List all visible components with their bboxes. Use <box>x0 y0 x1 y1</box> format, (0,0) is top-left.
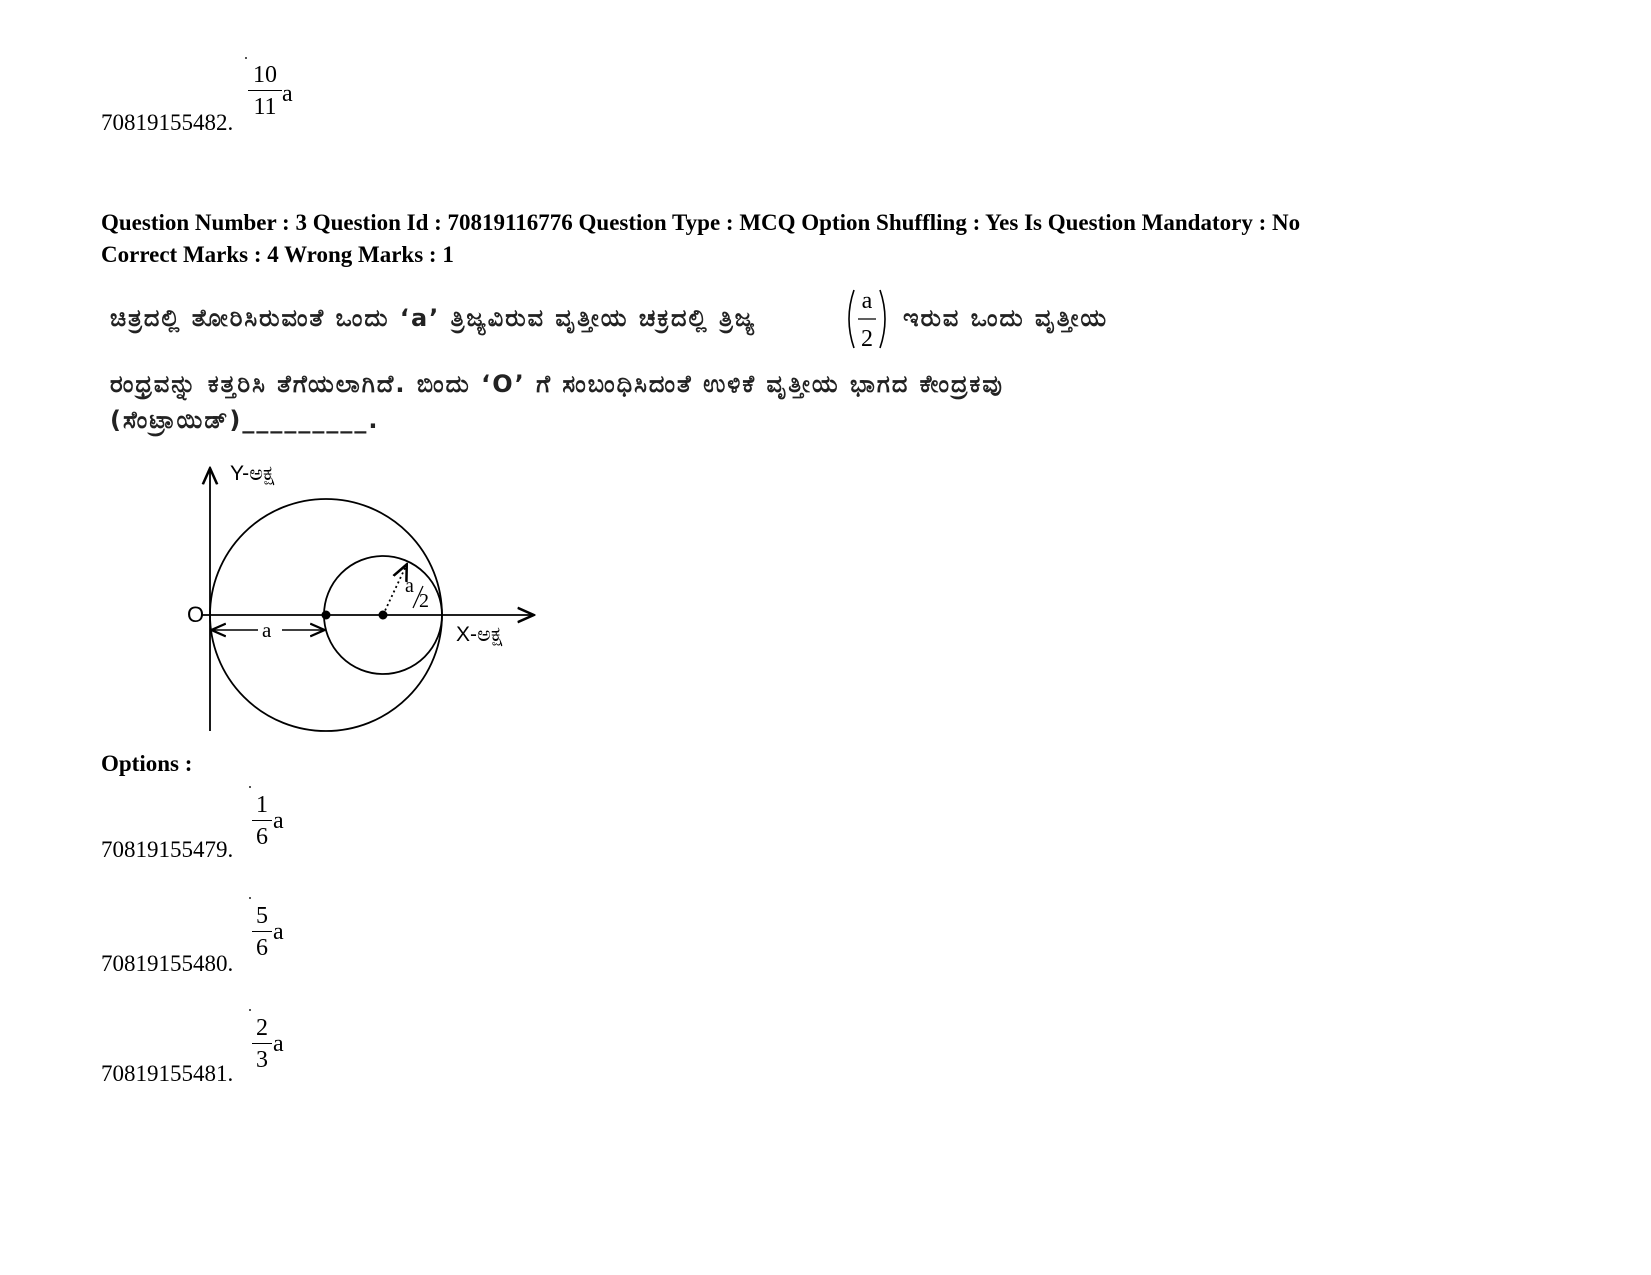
fraction-bar <box>248 90 282 91</box>
option-id-2: 70819155480. <box>101 951 234 976</box>
fraction-bar <box>252 1043 272 1044</box>
option-id-3: 70819155481. <box>101 1061 234 1086</box>
image-corner-mark <box>245 57 247 59</box>
fraction-denominator: 11 <box>253 94 277 120</box>
question-text-line1-part2: ಇರುವ ಒಂದು ವೃತ್ತೀಯ <box>903 304 1109 332</box>
fraction-bar <box>252 931 272 932</box>
circle-figure-svg <box>180 458 550 743</box>
fraction-denominator: 6 <box>256 824 268 850</box>
fraction-variable: a <box>273 1031 284 1057</box>
question-text-line2: ರಂಧ್ರವನ್ನು ಕತ್ತರಿಸಿ ತೆಗೆಯಲಾಗಿದೆ. ಬಿಂದು ‘O’ ಗೆ ಸಂಬಂಧಿಸಿದಂತೆ ಉಳಿಕೆ ವೃತ್ತೀಯ ಭಾಗದ ಕೇಂದ್ರಕವು <box>110 370 1004 398</box>
large-circle-centre <box>322 611 331 620</box>
image-corner-mark <box>249 786 251 788</box>
image-corner-mark <box>249 1009 251 1011</box>
radius-label-num: a <box>405 575 414 597</box>
option-id-1: 70819155479. <box>101 837 234 862</box>
image-corner-mark <box>249 897 251 899</box>
question-header-line2: Correct Marks : 4 Wrong Marks : 1 <box>101 242 454 267</box>
radius-fraction-denominator: 2 <box>861 326 873 352</box>
radius-fraction-numerator: a <box>861 288 873 314</box>
fraction-variable: a <box>282 81 293 107</box>
question-text-line1-part1: ಚಿತ್ರದಲ್ಲಿ ತೋರಿಸಿರುವಂತೆ ಒಂದು ‘a’ ತ್ರಿಜ್ಯವಿರುವ ವೃತ್ತೀಯ ಚಕ್ರದಲ್ಲಿ ತ್ರಿಜ್ಯ <box>110 304 757 332</box>
fraction-bar <box>252 820 272 821</box>
y-axis-label: Y-ಅಕ್ಷ <box>230 462 275 485</box>
distance-label: a <box>262 618 272 642</box>
question-radius-fraction <box>842 282 892 356</box>
options-label: Options : <box>101 751 193 776</box>
fraction-denominator: 6 <box>256 935 268 961</box>
question-figure <box>180 458 550 743</box>
origin-label: O <box>187 602 205 627</box>
question-header-line1: Question Number : 3 Question Id : 70819116776 Question Type : MCQ Option Shuffling : Yes Is Question Mandatory : No <box>101 210 1301 235</box>
radius-label-den: 2 <box>419 590 429 612</box>
x-axis-label: X-ಅಕ್ಷ <box>456 623 503 646</box>
fraction-denominator: 3 <box>256 1047 268 1073</box>
hole-radius-line <box>383 566 406 615</box>
option-id-prev: 70819155482. <box>101 110 234 135</box>
fraction-numerator: 10 <box>253 62 277 88</box>
fraction-numerator: 2 <box>256 1015 268 1041</box>
fraction-variable: a <box>273 808 284 834</box>
fraction-variable: a <box>273 919 284 945</box>
fraction-numerator: 1 <box>256 792 268 818</box>
question-text-line3: (ಸೆಂಟ್ರಾಯಿಡ್)_________. <box>110 406 380 434</box>
fraction-numerator: 5 <box>256 903 268 929</box>
